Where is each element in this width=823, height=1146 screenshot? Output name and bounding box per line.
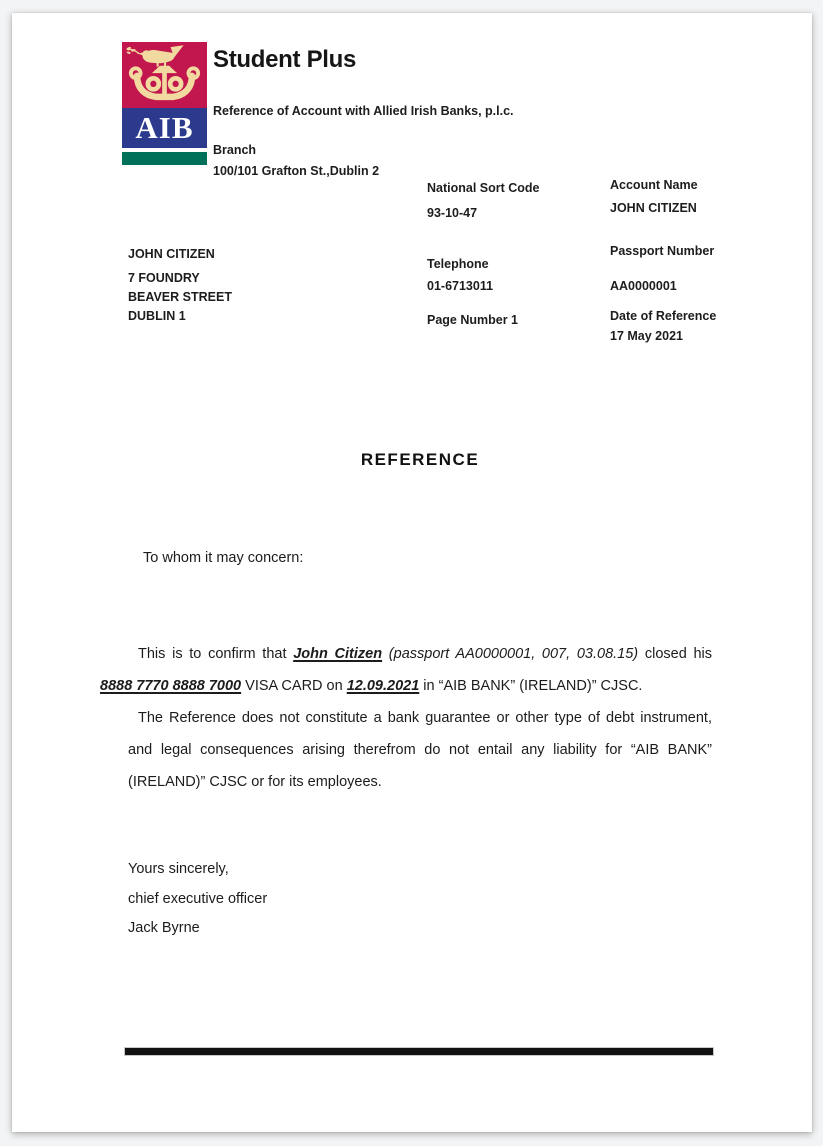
address-line: DUBLIN 1: [128, 309, 186, 324]
aib-logo-green-bar: [122, 152, 207, 165]
branch-label: Branch: [213, 143, 257, 157]
letter-page: [12, 13, 812, 1132]
telephone-value: 01-6713011: [427, 279, 494, 293]
account-name-value: JOHN CITIZEN: [610, 201, 697, 215]
para1-segment: VISA CARD on: [241, 678, 347, 694]
aib-logo-letters-block: [122, 108, 207, 148]
branch-address: 100/101 Grafton St.,Dublin 2: [213, 164, 380, 178]
page-number: Page Number 1: [427, 313, 519, 327]
passport-number-label: Passport Number: [610, 244, 715, 258]
passport-number-value: AA0000001: [610, 279, 677, 293]
para1-segment: [382, 646, 389, 662]
para1-passport-note: (passport AA0000001, 007, 03.08.15): [388, 646, 639, 662]
para1-name-highlight: John Citizen: [293, 646, 383, 662]
para1-card-number: 8888 7770 8888 7000: [100, 678, 242, 694]
para1-close-date: 12.09.2021: [346, 678, 420, 694]
footer-rule: [125, 1048, 713, 1055]
closing-block: [128, 855, 267, 944]
reference-title: REFERENCE: [360, 450, 480, 469]
closing-line: chief executive officer: [128, 890, 268, 907]
account-name-label: Account Name: [610, 178, 698, 192]
aib-logo-text: AIB: [135, 109, 194, 145]
date-of-reference-label: Date of Reference: [610, 309, 717, 323]
para1-segment: This is to confirm that: [138, 646, 294, 662]
address-line: 7 FOUNDRY: [128, 270, 200, 285]
address-line: JOHN CITIZEN: [128, 247, 215, 261]
sort-code-label: National Sort Code: [427, 181, 540, 195]
address-line: BEAVER STREET: [128, 290, 232, 305]
aib-logo: [122, 42, 207, 165]
reference-subtitle: Reference of Account with Allied Irish Banks, p.l.c.: [213, 104, 514, 118]
sort-code-value: 93-10-47: [427, 206, 478, 220]
para1-segment: in “AIB BANK” (IRELAND)” CJSC.: [419, 678, 643, 694]
para1-segment: closed his: [638, 646, 712, 662]
recipient-address: [128, 245, 232, 327]
closing-line: Yours sincerely,: [128, 861, 229, 877]
body-paragraph-2: The Reference does not constitute a bank guarantee or other type of debt instrument, and legal consequences arising therefrom do not entail any liability for “AIB BANK” (IRELAND)” CJSC or for its employees.: [128, 710, 712, 790]
date-of-reference-value: 17 May 2021: [610, 329, 683, 343]
closing-line: Jack Byrne: [128, 920, 200, 936]
aib-ark-dove-icon: [122, 42, 207, 108]
telephone-label: Telephone: [427, 257, 489, 271]
salutation: To whom it may concern:: [143, 550, 304, 566]
product-title: Student Plus: [213, 46, 357, 73]
body-paragraph-1: [100, 638, 712, 702]
